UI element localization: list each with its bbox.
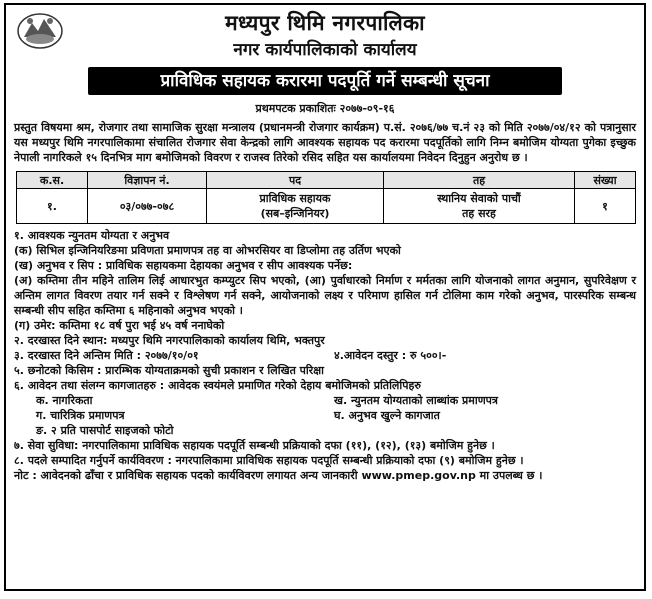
cell-level	[384, 189, 575, 224]
level-line2: तह सरह	[462, 207, 496, 220]
section-1-ga: (ग) उमेर: कम्तिमा १८ वर्ष पुरा भई ४५ वर्ष ननाघेको	[14, 319, 225, 332]
section-5: ५. छनोटको किसिम : प्रारम्भिक योग्यताक्रमको सुची प्रकाशन र लिखित परिक्षा	[14, 364, 325, 377]
section-6-row-1	[14, 393, 636, 408]
section-3: ३. दरखास्त दिने अन्तिम मिति : २०७७/१०/०१	[14, 349, 199, 362]
table-row	[17, 189, 636, 224]
cell-adno: ०३/०७७-०७८	[88, 189, 207, 224]
col-sn-header: क.स.	[17, 172, 88, 189]
section-6-ka: क. नागरिकता	[36, 394, 93, 407]
cell-post	[207, 189, 384, 224]
table-header-row	[17, 172, 636, 189]
notice-body	[6, 224, 644, 483]
municipality-name: मध्यपुर थिमि नगरपालिका	[225, 11, 425, 35]
section-1-kha: (ख) अनुभव र सिप : प्राविधिक सहायकमा देहायका अनुभव र सीप आवश्यक पर्नेछ:	[14, 259, 353, 272]
note: नोट : आवेदनको ढाँचा र प्राविधिक सहायक पदको कार्यविवरण लगायत अन्य जानकारी www.pmep.gov.np मा उपलब्ध छ ।	[14, 469, 543, 482]
col-adno-header: विज्ञापन नं.	[88, 172, 207, 189]
vacancy-table	[16, 171, 636, 224]
section-6-nga: ङ. २ प्रति पासपोर्ट साइजको फोटो	[36, 424, 174, 437]
notice-title-banner: प्राविधिक सहायक करारमा पदपूर्ति गर्ने सम्बन्धी सूचना	[88, 67, 562, 95]
header	[6, 5, 644, 65]
post-line2: (सब–इन्जिनियर)	[260, 207, 330, 220]
cell-sn: १.	[17, 189, 88, 224]
office-name: नगर कार्यपालिकाको कार्यालय	[233, 40, 417, 60]
section-1-ka: (क) सिभिल इन्जिनियरिङमा प्रविणता प्रमाणपत्र तह वा ओभरसियर वा डिप्लोमा तह उर्तिण भएको	[14, 244, 401, 257]
section-6-title: ६. आवेदन तथा संलग्न कागजातहरु : आवेदक स्वयंमले प्रमाणित गरेको देहाय बमोजिमको प्रतिलिपिहरु	[14, 379, 421, 392]
section-6-row-2	[14, 408, 636, 423]
section-1-title: १. आवश्यक न्युनतम योग्यता र अनुभव	[14, 229, 170, 242]
section-3-4-row	[14, 348, 636, 363]
section-2: २. दरखास्त दिने स्थान: मध्यपुर थिमि नगरपालिकाको कार्यालय थिमि, भक्तपुर	[14, 334, 325, 347]
section-6-gha: घ. अनुभव खुल्ने कागजात	[334, 409, 440, 422]
section-4: ४.आवेदन दस्तुर : रु ५००।-	[334, 349, 447, 362]
col-level-header: तह	[384, 172, 575, 189]
section-8: ८. पदले सम्पादित गर्नुपर्ने कार्यविवरण : नगरपालिकामा प्राविधिक सहायक पदपूर्ति सम्बन्धी प्रक्रियाको दफा (९) बमोजिम हुनेछ ।	[14, 454, 524, 467]
col-count-header: संख्या	[575, 172, 636, 189]
notice-page	[4, 3, 646, 591]
post-line1: प्राविधिक सहायक	[259, 192, 331, 205]
col-post-header: पद	[207, 172, 384, 189]
section-6-kha: ख. न्युनतम योग्यताको लाब्धांक प्रमाणपत्र	[334, 394, 498, 407]
cell-count: १	[575, 189, 636, 224]
intro-paragraph: प्रस्तुत विषयमा श्रम, रोजगार तथा सामाजिक सुरक्षा मन्त्रालय (प्रधानमन्त्री रोजगार कार्यक्रम) प.सं. २०७६/७७ च.नं २३ को मिति २०७७/०४/१२ को पत्रानुसार यस मध्यपुर थिमि नगरपालिकामा संचालित रोजगार सेवा केन्द्रको लागि आवश्यक सहायक पद करारमा पदपूर्तिको लागि निम्न बमोजिम योग्यता पुगेका इच्छुक नेपाली नागरिकले १५ दिनभित्र माग बमोजिमको विवरण र राजस्व तिरेको रसिद सहित यस कार्यालयमा निवेदन दिनुहुन अनुरोध छ ।	[14, 121, 636, 164]
level-line1: स्थानिय सेवाको पाचौं	[437, 192, 521, 205]
section-1-detail: (अ) कम्तिमा तीन महिने तालिम लिई आधारभुत कम्प्युटर सिप भएको, (आ) पुर्वाधारको निर्माण र मर्मतका लागि योजनाको लागत अनुमान, सुपरिवेक्षण र अन्तिम लागत विवरण तयार गर्न सक्ने र विश्लेषण गर्न सक्ने, आयोजनाको लक्ष्य र परिमाण हासिल गर्न टोलिमा काम गरेको अनुभव, पारस्परिक सम्बन्ध सम्बन्धी सीप सहित कम्तिमा ६ महिनाको अनुभव भएको ।	[14, 274, 636, 317]
published-date: प्रथमपटक प्रकाशितः २०७७-०९-१६	[255, 102, 395, 115]
section-7: ७. सेवा सुविधा: नगरपालिकामा प्राविधिक सहायक पदपूर्ति सम्बन्धी प्रक्रियाको दफा (११), (१२), (१३) बमोजिम हुनेछ ।	[14, 439, 495, 452]
section-6-ga: ग. चारित्रिक प्रमाणपत्र	[36, 409, 125, 422]
